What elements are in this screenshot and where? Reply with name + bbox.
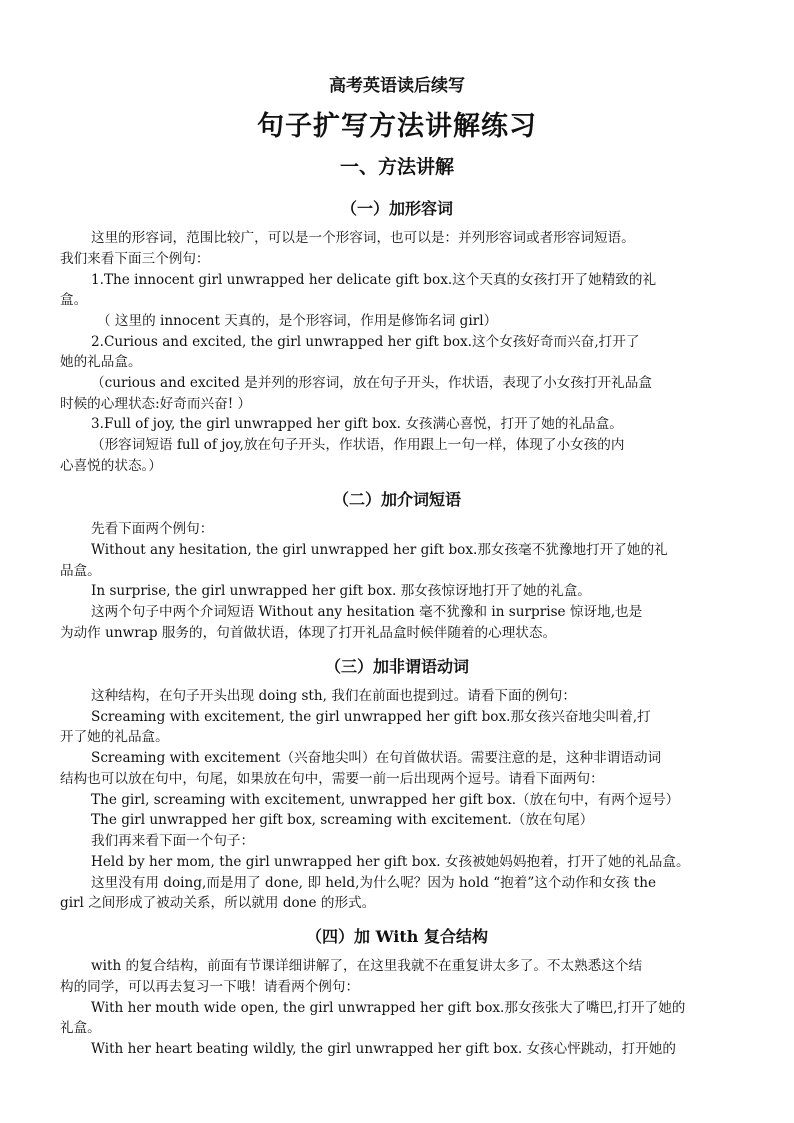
section-heading-with-structure: （四）加 With 复合结构 — [306, 927, 488, 946]
note-line: （curious and excited 是并列的形容词，放在句子开头，作状语，表现了小女孩打开礼品盒 — [91, 375, 652, 391]
example-line: The girl unwrapped her gift box, screaming with excitement.（放在句尾） — [91, 812, 594, 828]
section-heading-adjective: （一）加形容词 — [340, 199, 453, 218]
paragraph-line: 我们来看下面三个例句： — [60, 251, 210, 267]
example-line: 她的礼品盒。 — [60, 354, 142, 370]
example-line: In surprise, the girl unwrapped her gift box. 那女孩惊讶地打开了她的礼盒。 — [91, 583, 591, 599]
paragraph-line: 这两个句子中两个介词短语 Without any hesitation 毫不犹豫和 in surprise 惊讶地,也是 — [91, 604, 643, 620]
example-line: Held by her mom, the girl unwrapped her gift box. 女孩被她妈妈抱着，打开了她的礼品盒。 — [91, 854, 690, 870]
example-line: 3.Full of joy, the girl unwrapped her gift box. 女孩满心喜悦，打开了她的礼品盒。 — [91, 416, 623, 432]
example-line: 品盒。 — [60, 563, 101, 579]
paragraph-line: girl 之间形成了被动关系，所以就用 done 的形式。 — [60, 895, 376, 911]
paragraph-line: 我们再来看下面一个句子： — [91, 833, 255, 849]
note-line: 心喜悦的状态。） — [60, 458, 162, 474]
document-subtitle: 高考英语读后续写 — [329, 76, 465, 96]
example-line: 1.The innocent girl unwrapped her delicate gift box.这个天真的女孩打开了她精致的礼 — [91, 272, 657, 288]
document-title: 句子扩写方法讲解练习 — [257, 111, 537, 142]
paragraph-line: 构的同学，可以再去复习一下哦！请看两个例句： — [60, 979, 360, 995]
paragraph-line: 为动作 unwrap 服务的，句首做状语，体现了打开礼品盒时候伴随着的心理状态。 — [60, 625, 557, 641]
note-line: （ 这里的 innocent 天真的，是个形容词，作用是修饰名词 girl） — [97, 313, 498, 329]
part-heading: 一、方法讲解 — [339, 156, 454, 178]
paragraph-line: 这里的形容词，范围比较广，可以是一个形容词，也可以是：并列形容词或者形容词短语。 — [91, 230, 635, 246]
paragraph-line: 这里没有用 doing,而是用了 done, 即 held,为什么呢？因为 hold “抱着”这个动作和女孩 the — [91, 875, 657, 891]
paragraph-line: 结构也可以放在句中，句尾，如果放在句中，需要一前一后出现两个逗号。请看下面两句： — [60, 771, 604, 787]
paragraph-line: 先看下面两个例句： — [91, 521, 214, 537]
paragraph-line: with 的复合结构，前面有节课详细讲解了，在这里我就不在重复讲太多了。不太熟悉这个结 — [91, 958, 643, 974]
paragraph-line: Screaming with excitement（兴奋地尖叫）在句首做状语。需要注意的是，这种非谓语动词 — [91, 750, 662, 766]
example-line: 开了她的礼品盒。 — [60, 729, 169, 745]
example-line: The girl, screaming with excitement, unwrapped her gift box.（放在句中，有两个逗号） — [91, 792, 680, 808]
example-line: 盒。 — [60, 292, 88, 308]
note-line: 时候的心理状态:好奇而兴奋! ） — [60, 396, 252, 412]
note-line: （形容词短语 full of joy,放在句子开头，作状语，作用跟上一句一样，体现了小女孩的内 — [91, 437, 625, 453]
paragraph-line: 这种结构，在句子开头出现 doing sth, 我们在前面也提到过。请看下面的例句： — [91, 688, 576, 704]
section-heading-non-finite-verb: （三）加非谓语动词 — [324, 657, 469, 676]
example-line: Without any hesitation, the girl unwrapped her gift box.那女孩毫不犹豫地打开了她的礼 — [91, 542, 668, 558]
example-line: With her mouth wide open, the girl unwrapped her gift box.那女孩张大了嘴巴,打开了她的 — [91, 1000, 686, 1016]
example-line: Screaming with excitement, the girl unwrapped her gift box.那女孩兴奋地尖叫着,打 — [91, 709, 651, 725]
example-line: 礼盒。 — [60, 1020, 101, 1036]
example-line: 2.Curious and excited, the girl unwrapped her gift box.这个女孩好奇而兴奋,打开了 — [91, 334, 640, 350]
example-line: With her heart beating wildly, the girl unwrapped her gift box. 女孩心怦跳动，打开她的 — [91, 1041, 676, 1057]
section-heading-prepositional-phrase: （二）加介词短语 — [332, 490, 461, 509]
